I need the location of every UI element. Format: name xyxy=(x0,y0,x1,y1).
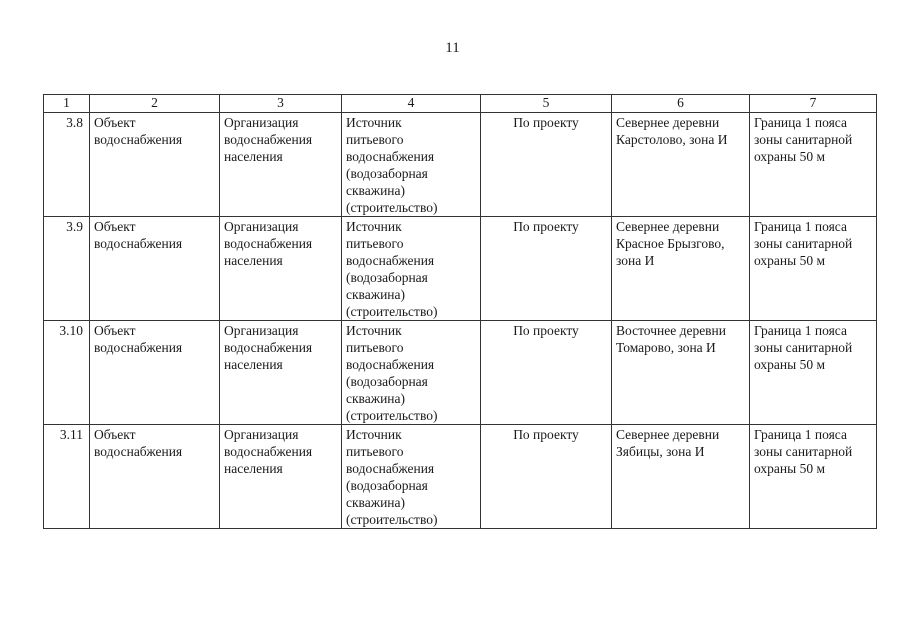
cell-source-line: (водозаборная xyxy=(346,270,428,285)
cell-parameter: По проекту xyxy=(481,425,612,529)
cell-purpose-line: населения xyxy=(224,461,283,476)
page-number: 11 xyxy=(445,40,460,56)
cell-source-line: скважина) xyxy=(346,391,406,406)
cell-zone-line: зоны санитарной xyxy=(754,340,853,355)
cell-purpose-line: Организация xyxy=(224,323,299,338)
cell-object-line: Объект xyxy=(94,323,136,338)
cell-source-line: (водозаборная xyxy=(346,478,428,493)
cell-purpose-line: Организация xyxy=(224,427,299,442)
header-row xyxy=(44,95,877,113)
cell-zone xyxy=(750,113,877,217)
cell-purpose xyxy=(220,425,342,529)
table-row xyxy=(44,321,877,425)
cell-source-line: питьевого xyxy=(346,236,404,251)
cell-source-line: водоснабжения xyxy=(346,357,435,372)
cell-source-line: Источник xyxy=(346,427,402,442)
cell-number: 3.9 xyxy=(44,217,90,321)
cell-zone-line: охраны 50 м xyxy=(754,253,825,268)
cell-object-line: Объект xyxy=(94,427,136,442)
cell-source-line: (строительство) xyxy=(346,200,438,215)
cell-source-line: водоснабжения xyxy=(346,149,435,164)
cell-zone-line: охраны 50 м xyxy=(754,461,825,476)
cell-object-line: водоснабжения xyxy=(94,132,183,147)
cell-object xyxy=(90,217,220,321)
cell-source xyxy=(342,217,481,321)
cell-location-line: Севернее деревни xyxy=(616,427,720,442)
cell-purpose-line: Организация xyxy=(224,219,299,234)
cell-purpose-line: населения xyxy=(224,149,283,164)
cell-source-line: скважина) xyxy=(346,287,406,302)
cell-object-line: Объект xyxy=(94,219,136,234)
cell-purpose-line: водоснабжения xyxy=(224,340,313,355)
cell-location-line: Севернее деревни xyxy=(616,219,720,234)
header-cell-3: 3 xyxy=(220,95,342,113)
cell-source-line: (строительство) xyxy=(346,304,438,319)
cell-purpose-line: населения xyxy=(224,357,283,372)
cell-location-line: зона И xyxy=(616,253,655,268)
cell-zone-line: Граница 1 пояса xyxy=(754,219,847,234)
cell-object xyxy=(90,113,220,217)
cell-zone xyxy=(750,217,877,321)
header-cell-5: 5 xyxy=(481,95,612,113)
cell-purpose-line: водоснабжения xyxy=(224,444,313,459)
cell-source-line: Источник xyxy=(346,323,402,338)
cell-source-line: (строительство) xyxy=(346,408,438,423)
cell-location-line: Севернее деревни xyxy=(616,115,720,130)
cell-parameter: По проекту xyxy=(481,321,612,425)
cell-purpose xyxy=(220,217,342,321)
cell-object-line: водоснабжения xyxy=(94,236,183,251)
cell-object-line: Объект xyxy=(94,115,136,130)
cell-location-line: Красное Брызгово, xyxy=(616,236,725,251)
cell-source-line: питьевого xyxy=(346,444,404,459)
cell-source-line: Источник xyxy=(346,115,402,130)
cell-purpose-line: Организация xyxy=(224,115,299,130)
cell-object xyxy=(90,321,220,425)
cell-purpose-line: населения xyxy=(224,253,283,268)
cell-zone-line: Граница 1 пояса xyxy=(754,323,847,338)
cell-source xyxy=(342,425,481,529)
cell-source-line: питьевого xyxy=(346,340,404,355)
header-cell-6: 6 xyxy=(612,95,750,113)
cell-object-line: водоснабжения xyxy=(94,444,183,459)
cell-zone-line: Граница 1 пояса xyxy=(754,115,847,130)
table-row xyxy=(44,217,877,321)
header-cell-1: 1 xyxy=(44,95,90,113)
cell-zone-line: зоны санитарной xyxy=(754,132,853,147)
cell-purpose xyxy=(220,321,342,425)
cell-zone-line: охраны 50 м xyxy=(754,149,825,164)
header-cell-4: 4 xyxy=(342,95,481,113)
cell-location-line: Восточнее деревни xyxy=(616,323,727,338)
cell-location xyxy=(612,217,750,321)
cell-zone xyxy=(750,321,877,425)
cell-zone-line: зоны санитарной xyxy=(754,444,853,459)
cell-zone-line: зоны санитарной xyxy=(754,236,853,251)
header-cell-2: 2 xyxy=(90,95,220,113)
document-table xyxy=(43,94,877,529)
cell-zone-line: Граница 1 пояса xyxy=(754,427,847,442)
cell-source-line: (водозаборная xyxy=(346,374,428,389)
cell-object-line: водоснабжения xyxy=(94,340,183,355)
cell-purpose-line: водоснабжения xyxy=(224,236,313,251)
cell-location-line: Зябицы, зона И xyxy=(616,444,705,459)
table-row xyxy=(44,425,877,529)
cell-source-line: скважина) xyxy=(346,183,406,198)
cell-source-line: скважина) xyxy=(346,495,406,510)
cell-location xyxy=(612,321,750,425)
cell-source-line: (строительство) xyxy=(346,512,438,527)
cell-purpose xyxy=(220,113,342,217)
cell-location xyxy=(612,425,750,529)
cell-location-line: Томарово, зона И xyxy=(616,340,716,355)
cell-number: 3.10 xyxy=(44,321,90,425)
cell-number: 3.11 xyxy=(44,425,90,529)
cell-location xyxy=(612,113,750,217)
cell-number: 3.8 xyxy=(44,113,90,217)
table-row xyxy=(44,113,877,217)
cell-purpose-line: водоснабжения xyxy=(224,132,313,147)
cell-source-line: водоснабжения xyxy=(346,461,435,476)
header-cell-7: 7 xyxy=(750,95,877,113)
cell-parameter: По проекту xyxy=(481,217,612,321)
cell-source xyxy=(342,113,481,217)
table-header xyxy=(44,95,877,113)
cell-zone xyxy=(750,425,877,529)
cell-zone-line: охраны 50 м xyxy=(754,357,825,372)
cell-source-line: Источник xyxy=(346,219,402,234)
cell-object xyxy=(90,425,220,529)
cell-source xyxy=(342,321,481,425)
cell-source-line: водоснабжения xyxy=(346,253,435,268)
cell-source-line: (водозаборная xyxy=(346,166,428,181)
table-body xyxy=(44,113,877,529)
cell-source-line: питьевого xyxy=(346,132,404,147)
cell-location-line: Карстолово, зона И xyxy=(616,132,728,147)
cell-parameter: По проекту xyxy=(481,113,612,217)
